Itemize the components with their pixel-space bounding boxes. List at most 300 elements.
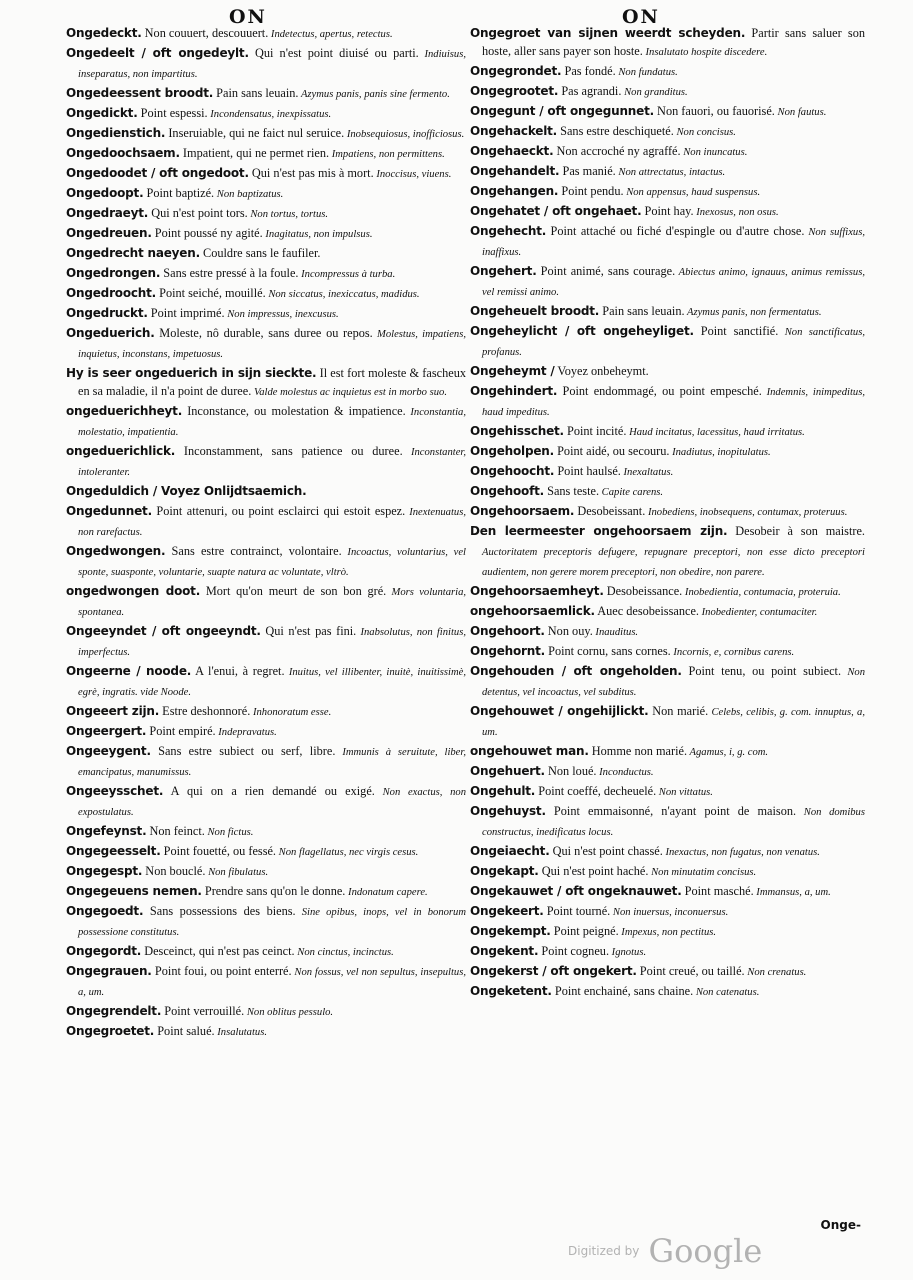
dictionary-entry	[66, 482, 466, 502]
french-definition: Point foui, ou point enterré.	[151, 964, 292, 978]
dictionary-entry	[66, 284, 466, 304]
dictionary-entry	[66, 662, 466, 702]
dictionary-entry	[66, 822, 466, 842]
headword: Ongegrondet.	[470, 64, 562, 78]
french-definition: Non ouy.	[544, 624, 593, 638]
latin-equivalent: Insalutatus.	[214, 1027, 267, 1038]
headword: Ongehatet / oft ongehaet.	[470, 204, 642, 218]
dictionary-entry	[66, 502, 466, 542]
latin-equivalent: Inobsequiosus, inofficiosus.	[344, 129, 465, 140]
headword: Ongedeckt.	[66, 26, 142, 40]
latin-equivalent: Insalutato hospite discedere.	[642, 47, 768, 58]
dictionary-entry	[66, 582, 466, 622]
latin-equivalent: Incornis, e, cornibus carens.	[670, 647, 795, 658]
latin-equivalent: Non inuncatus.	[680, 147, 748, 158]
french-definition: Point peigné.	[550, 924, 619, 938]
french-definition: Couldre sans le faufiler.	[199, 246, 321, 260]
french-definition: Point seiché, mouillé.	[156, 286, 266, 300]
headword: Ongedunnet.	[66, 504, 152, 518]
french-definition: Sans possessions des biens.	[143, 904, 296, 918]
headword: Ongegroet van sijnen weerdt scheyden.	[470, 26, 746, 40]
headword: Ongeketent.	[470, 984, 552, 998]
french-definition: Estre deshonnoré.	[159, 704, 251, 718]
latin-equivalent: Impexus, non pectitus.	[618, 927, 717, 938]
dictionary-entry	[66, 1002, 466, 1022]
dictionary-entry	[470, 162, 865, 182]
headword: Ongedickt.	[66, 106, 138, 120]
running-head-right: ON	[622, 6, 660, 28]
dictionary-entry	[66, 842, 466, 862]
dictionary-entry	[470, 102, 865, 122]
latin-equivalent: Non fictus.	[204, 827, 254, 838]
headword: Ongehoocht.	[470, 464, 555, 478]
headword: ongedwongen doot.	[66, 584, 201, 598]
french-definition: Point empiré.	[146, 724, 216, 738]
french-definition: Point tenu, ou point subiect.	[681, 664, 842, 678]
dictionary-entry	[66, 84, 466, 104]
french-definition: Qui n'est point haché.	[538, 864, 649, 878]
headword: Ongekempt.	[470, 924, 551, 938]
french-definition: Qui n'est pas mis à mort.	[248, 166, 374, 180]
french-definition: Mort qu'on meurt de son bon gré.	[200, 584, 387, 598]
headword: Ongehisschet.	[470, 424, 564, 438]
latin-equivalent: Non vittatus.	[656, 787, 713, 798]
french-definition: Pain sans leuain.	[599, 304, 685, 318]
dictionary-entry	[470, 942, 865, 962]
latin-equivalent: Incondensatus, inexpissatus.	[207, 109, 332, 120]
dictionary-entry	[66, 264, 466, 284]
headword: Ongeheuelt broodt.	[470, 304, 600, 318]
french-definition: Sans estre contrainct, volontaire.	[165, 544, 342, 558]
french-definition: Point creué, ou taillé.	[636, 964, 745, 978]
french-definition: Inseruiable, qui ne faict nul seruice.	[165, 126, 345, 140]
left-column	[66, 24, 466, 1042]
dictionary-entry	[470, 142, 865, 162]
dictionary-entry	[66, 204, 466, 224]
french-definition: Sans estre subiect ou serf, libre.	[150, 744, 336, 758]
dictionary-entry	[66, 902, 466, 942]
headword: Ongeeysschet.	[66, 784, 164, 798]
dictionary-entry	[66, 104, 466, 124]
dictionary-entry	[470, 182, 865, 202]
french-definition: Non bouclé.	[142, 864, 206, 878]
headword: Ongeheymt /	[470, 364, 555, 378]
latin-equivalent: Ignotus.	[609, 947, 647, 958]
dictionary-entry	[470, 82, 865, 102]
dictionary-entry	[66, 942, 466, 962]
latin-equivalent: Non cinctus, incinctus.	[294, 947, 394, 958]
headword: Ongegeesselt.	[66, 844, 161, 858]
french-definition: Point espessi.	[137, 106, 208, 120]
latin-equivalent: Indemnis, inimpeditus, haud impeditus.	[482, 387, 865, 418]
headword: Ongeduldich / Voyez Onlijdtsaemich.	[66, 484, 307, 498]
latin-equivalent: Inagitatus, non impulsus.	[262, 229, 373, 240]
dictionary-entry	[470, 62, 865, 82]
latin-equivalent: Non fautus.	[774, 107, 827, 118]
dictionary-entry	[470, 582, 865, 602]
latin-equivalent: Auctoritatem preceptoris defugere, repugnare preceptori, non esse dicto preceptori audientem, non gerere morem preceptori, non obedire, non parere.	[482, 547, 865, 578]
latin-equivalent: Agamus, i, g. com.	[687, 747, 769, 758]
running-head-left: ON	[229, 6, 267, 28]
latin-equivalent: Molestus, impatiens, inquietus, inconstans, impetuosus.	[78, 329, 466, 360]
french-definition: A qui on a rien demandé ou exigé.	[163, 784, 375, 798]
french-definition: Point endommagé, ou point empesché.	[557, 384, 762, 398]
headword: Ongedoopt.	[66, 186, 144, 200]
headword: ongehoorsaemlick.	[470, 604, 595, 618]
google-logo: Google	[648, 1232, 763, 1270]
dictionary-entry	[470, 362, 865, 382]
french-definition: Point imprimé.	[147, 306, 225, 320]
french-definition: Point enchainé, sans chaine.	[551, 984, 694, 998]
headword: Ongegrauen.	[66, 964, 152, 978]
french-definition: Point attaché ou fiché d'espingle ou d'autre chose.	[546, 224, 805, 238]
headword: Ongehaeckt.	[470, 144, 554, 158]
headword: Ongekauwet / oft ongeknauwet.	[470, 884, 682, 898]
headword: Ongehoorsaem.	[470, 504, 575, 518]
dictionary-entry	[66, 364, 466, 402]
dictionary-entry	[66, 782, 466, 822]
headword: Ongeeygent.	[66, 744, 151, 758]
french-definition: Point fouetté, ou fessé.	[160, 844, 277, 858]
latin-equivalent: Azymus panis, non fermentatus.	[684, 307, 822, 318]
latin-equivalent: Immansus, a, um.	[753, 887, 831, 898]
headword: Ongehult.	[470, 784, 536, 798]
headword: Ongeeert zijn.	[66, 704, 160, 718]
french-definition: Pas fondé.	[561, 64, 616, 78]
dictionary-entry	[66, 962, 466, 1002]
headword: Ongegeuens nemen.	[66, 884, 202, 898]
headword: Ongehangen.	[470, 184, 559, 198]
dictionary-entry	[470, 882, 865, 902]
headword: Ongehoort.	[470, 624, 545, 638]
headword: Ongedreuen.	[66, 226, 152, 240]
headword: Ongegoedt.	[66, 904, 144, 918]
headword: Ongeerne / noode.	[66, 664, 192, 678]
french-definition: Non feinct.	[146, 824, 205, 838]
latin-equivalent: Incoactus, voluntarius, vel sponte, suasponte, voluntarie, suapte natura ac voluntate, vltrò.	[78, 547, 466, 578]
french-definition: Point masché.	[681, 884, 754, 898]
dictionary-entry	[66, 702, 466, 722]
dictionary-entry	[66, 324, 466, 364]
french-definition: Inconstamment, sans patience ou duree.	[175, 444, 403, 458]
french-definition: Qui n'est point tors.	[148, 206, 248, 220]
headword: Ongedeessent broodt.	[66, 86, 214, 100]
french-definition: Point aidé, ou secouru.	[554, 444, 670, 458]
headword: Ongehecht.	[470, 224, 547, 238]
french-definition: Point attenuri, ou point esclairci qui estoit espez.	[151, 504, 406, 518]
latin-equivalent: Inconstantia, molestatio, impatientia.	[78, 407, 466, 438]
french-definition: Point haulsé.	[554, 464, 621, 478]
latin-equivalent: Non sanctificatus, profanus.	[482, 327, 865, 358]
headword: Ongehuyst.	[470, 804, 546, 818]
french-definition: Sans estre pressé à la foule.	[160, 266, 299, 280]
dictionary-entry	[66, 244, 466, 264]
latin-equivalent: Non suffixus, inaffixus.	[482, 227, 865, 258]
latin-equivalent: Inobedientia, contumacia, proteruia.	[682, 587, 841, 598]
latin-equivalent: Inexosus, non osus.	[693, 207, 779, 218]
dictionary-entry	[470, 802, 865, 842]
latin-equivalent: Indetectus, apertus, retectus.	[268, 29, 393, 40]
headword: Ongedeelt / oft ongedeylt.	[66, 46, 249, 60]
headword: Ongeheylicht / oft ongeheyliget.	[470, 324, 694, 338]
french-definition: Il est fort moleste & fascheux en sa maladie, il n'a point de duree.	[78, 366, 466, 398]
latin-equivalent: Indonatum capere.	[345, 887, 428, 898]
headword: Ongekent.	[470, 944, 539, 958]
headword: Ongehandelt.	[470, 164, 560, 178]
dictionary-entry	[66, 184, 466, 204]
headword: Ongegordt.	[66, 944, 142, 958]
headword: Ongehindert.	[470, 384, 558, 398]
french-definition: Point verrouillé.	[161, 1004, 245, 1018]
dictionary-entry	[470, 902, 865, 922]
dictionary-entry	[66, 304, 466, 324]
headword: Ongedroocht.	[66, 286, 157, 300]
french-definition: Point emmaisonné, n'ayant point de maison.	[545, 804, 797, 818]
latin-equivalent: Non tortus, tortus.	[247, 209, 329, 220]
french-definition: Sans teste.	[544, 484, 600, 498]
latin-equivalent: Non minutatim concisus.	[648, 867, 757, 878]
dictionary-entry	[470, 302, 865, 322]
french-definition: Non accroché ny agraffé.	[553, 144, 681, 158]
dictionary-entry	[66, 1022, 466, 1042]
headword: Ongehoorsaemheyt.	[470, 584, 604, 598]
dictionary-entry	[470, 922, 865, 942]
dictionary-entry	[470, 602, 865, 622]
dictionary-entry	[66, 862, 466, 882]
dictionary-entry	[66, 24, 466, 44]
headword: Den leermeester ongehoorsaem zijn.	[470, 524, 728, 538]
headword: Ongedienstich.	[66, 126, 166, 140]
latin-equivalent: Non detentus, vel incoactus, vel subditus.	[482, 667, 865, 698]
french-definition: Pas agrandi.	[558, 84, 622, 98]
latin-equivalent: Sine opibus, inops, vel in bonorum possessione constitutus.	[78, 907, 466, 938]
french-definition: Point hay.	[641, 204, 694, 218]
dictionary-entry	[470, 782, 865, 802]
headword: Hy is seer ongeduerich in sijn sieckte.	[66, 366, 317, 380]
dictionary-entry	[470, 382, 865, 422]
latin-equivalent: Non oblitus pessulo.	[244, 1007, 334, 1018]
latin-equivalent: Inabsolutus, non finitus, imperfectus.	[78, 627, 466, 658]
latin-equivalent: Non fundatus.	[615, 67, 678, 78]
headword: Ongehouden / oft ongeholden.	[470, 664, 682, 678]
headword: Ongeeyndet / oft ongeeyndt.	[66, 624, 261, 638]
latin-equivalent: Valde molestus ac inquietus est in morbo suo.	[251, 387, 447, 398]
dictionary-entry	[470, 502, 865, 522]
dictionary-entry	[470, 262, 865, 302]
dictionary-entry	[470, 762, 865, 782]
french-definition: Qui n'est pas fini.	[260, 624, 357, 638]
french-definition: Homme non marié.	[588, 744, 688, 758]
latin-equivalent: Non flagellatus, nec virgis cesus.	[276, 847, 419, 858]
french-definition: Desobeir à son maistre.	[727, 524, 866, 538]
dictionary-entry	[470, 522, 865, 582]
headword: Ongegespt.	[66, 864, 143, 878]
latin-equivalent: Indepravatus.	[215, 727, 277, 738]
latin-equivalent: Incompressus à turba.	[298, 269, 396, 280]
latin-equivalent: Capite carens.	[599, 487, 664, 498]
latin-equivalent: Inauditus.	[592, 627, 639, 638]
latin-equivalent: Inexactus, non fugatus, non venatus.	[662, 847, 820, 858]
dictionary-entry	[66, 164, 466, 184]
latin-equivalent: Inconstanter, intoleranter.	[78, 447, 467, 478]
dictionary-entry	[66, 224, 466, 244]
latin-equivalent: Indiuisus, inseparatus, non impartitus.	[78, 49, 466, 80]
latin-equivalent: Azymus panis, panis sine fermento.	[298, 89, 450, 100]
french-definition: Non marié.	[648, 704, 709, 718]
headword: Ongegrendelt.	[66, 1004, 162, 1018]
french-definition: Voyez onbeheymt.	[554, 364, 649, 378]
latin-equivalent: Inuitus, vel illibenter, inuitè, inuitissimè, egrè, ingratis. vide Noode.	[78, 667, 466, 698]
dictionary-entry	[470, 202, 865, 222]
french-definition: Point baptizé.	[143, 186, 215, 200]
headword: Ongehert.	[470, 264, 537, 278]
dictionary-entry	[470, 742, 865, 762]
french-definition: Non fauori, ou fauorisé.	[653, 104, 775, 118]
dictionary-entry	[470, 642, 865, 662]
headword: Ongegroetet.	[66, 1024, 155, 1038]
latin-equivalent: Impatiens, non permittens.	[329, 149, 445, 160]
french-definition: Partir sans saluer son hoste, aller sans payer son hoste.	[482, 26, 865, 58]
french-definition: Desobeissance.	[603, 584, 683, 598]
latin-equivalent: Haud incitatus, lacessitus, haud irritatus.	[626, 427, 805, 438]
latin-equivalent: Non catenatus.	[693, 987, 760, 998]
dictionary-entry	[66, 44, 466, 84]
headword: Ongedrecht naeyen.	[66, 246, 200, 260]
dictionary-entry	[470, 702, 865, 742]
latin-equivalent: Non appensus, haud suspensus.	[623, 187, 761, 198]
french-definition: Point tourné.	[543, 904, 611, 918]
french-definition: Point cornu, sans cornes.	[545, 644, 671, 658]
french-definition: Inconstance, ou molestation & impatience.	[182, 404, 406, 418]
latin-equivalent: Inoccisus, viuens.	[373, 169, 452, 180]
dictionary-entry	[470, 422, 865, 442]
french-definition: Point sanctifié.	[693, 324, 779, 338]
dictionary-entry	[66, 442, 466, 482]
headword: Ongedruckt.	[66, 306, 148, 320]
latin-equivalent: Immunis à seruitute, liber, emancipatus, manumissus.	[78, 747, 466, 778]
dictionary-entry	[470, 24, 865, 62]
headword: Ongekeert.	[470, 904, 544, 918]
french-definition: Point incité.	[563, 424, 627, 438]
dictionary-entry	[470, 462, 865, 482]
french-definition: Point pendu.	[558, 184, 624, 198]
latin-equivalent: Abiectus animo, ignauus, animus remissus, vel remissi animo.	[482, 267, 865, 298]
dictionary-entry	[470, 622, 865, 642]
french-definition: Impatient, qui ne permet rien.	[179, 146, 330, 160]
headword: Ongeiaecht.	[470, 844, 550, 858]
dictionary-entry	[470, 482, 865, 502]
headword: ongeduerichlick.	[66, 444, 176, 458]
latin-equivalent: Non impressus, inexcusus.	[224, 309, 339, 320]
latin-equivalent: Non inuersus, inconuersus.	[610, 907, 729, 918]
dictionary-entry	[66, 542, 466, 582]
french-definition: Point coeffé, decheuelé.	[535, 784, 657, 798]
latin-equivalent: Inconductus.	[596, 767, 654, 778]
dictionary-entry	[66, 622, 466, 662]
watermark-prefix: Digitized by	[568, 1244, 640, 1258]
french-definition: Desobeissant.	[574, 504, 646, 518]
dictionary-entry	[470, 982, 865, 1002]
french-definition: Point poussé ny agité.	[151, 226, 263, 240]
headword: Ongehackelt.	[470, 124, 558, 138]
dictionary-entry	[470, 842, 865, 862]
headword: Ongekerst / oft ongekert.	[470, 964, 637, 978]
latin-equivalent: Inhonoratum esse.	[250, 707, 332, 718]
latin-equivalent: Non fibulatus.	[205, 867, 269, 878]
latin-equivalent: Non exactus, non expostulatus.	[78, 787, 466, 818]
dictionary-entry	[470, 862, 865, 882]
dictionary-entry	[470, 662, 865, 702]
dictionary-entry	[66, 144, 466, 164]
french-definition: Pas manié.	[559, 164, 616, 178]
french-definition: Prendre sans qu'on le donne.	[201, 884, 346, 898]
dictionary-entry	[470, 222, 865, 262]
headword: Ongefeynst.	[66, 824, 147, 838]
headword: Ongehouwet / ongehijlickt.	[470, 704, 649, 718]
latin-equivalent: Inobedienter, contumaciter.	[698, 607, 818, 618]
dictionary-entry	[66, 722, 466, 742]
french-definition: Non loué.	[544, 764, 597, 778]
headword: Ongegrootet.	[470, 84, 559, 98]
dictionary-entry	[66, 742, 466, 782]
headword: Ongeduerich.	[66, 326, 155, 340]
digitized-by-google-watermark	[568, 1232, 762, 1270]
headword: Ongehornt.	[470, 644, 546, 658]
french-definition: Qui n'est point diuisé ou parti.	[248, 46, 419, 60]
headword: Ongedraeyt.	[66, 206, 149, 220]
french-definition: Point cogneu.	[538, 944, 610, 958]
french-definition: Auec desobeissance.	[594, 604, 699, 618]
catchword: Onge-	[820, 1218, 861, 1232]
latin-equivalent: Inobediens, inobsequens, contumax, proteruus.	[645, 507, 848, 518]
headword: Ongeergert.	[66, 724, 147, 738]
headword: Ongedrongen.	[66, 266, 161, 280]
dictionary-entry	[66, 124, 466, 144]
headword: ongehouwet man.	[470, 744, 589, 758]
headword: ongeduerichheyt.	[66, 404, 183, 418]
french-definition: Qui n'est point chassé.	[549, 844, 663, 858]
french-definition: Desceinct, qui n'est pas ceinct.	[141, 944, 295, 958]
headword: Ongehooft.	[470, 484, 545, 498]
latin-equivalent: Non domibus constructus, inedificatus locus.	[482, 807, 865, 838]
headword: Ongekapt.	[470, 864, 539, 878]
dictionary-entry	[470, 122, 865, 142]
french-definition: Point animé, sans courage.	[536, 264, 676, 278]
latin-equivalent: Non fossus, vel non sepultus, insepultus, a, um.	[78, 967, 466, 998]
latin-equivalent: Non baptizatus.	[214, 189, 284, 200]
dictionary-entry	[470, 442, 865, 462]
latin-equivalent: Non crenatus.	[744, 967, 807, 978]
headword: Ongegunt / oft ongegunnet.	[470, 104, 654, 118]
french-definition: A l'enui, à regret.	[191, 664, 285, 678]
dictionary-entry	[66, 402, 466, 442]
latin-equivalent: Inextenuatus, non rarefactus.	[78, 507, 466, 538]
latin-equivalent: Celebs, celibis, g. com. innuptus, a, um.	[482, 707, 865, 738]
french-definition: Non couuert, descouuert.	[141, 26, 269, 40]
latin-equivalent: Non attrectatus, intactus.	[615, 167, 726, 178]
french-definition: Pain sans leuain.	[213, 86, 299, 100]
latin-equivalent: Mors voluntaria, spontanea.	[78, 587, 467, 618]
headword: Ongehuert.	[470, 764, 545, 778]
headword: Ongedoochsaem.	[66, 146, 180, 160]
latin-equivalent: Inexaltatus.	[620, 467, 674, 478]
right-column	[470, 24, 865, 1002]
headword: Ongeholpen.	[470, 444, 555, 458]
dictionary-entry	[470, 322, 865, 362]
headword: Ongedoodet / oft ongedoot.	[66, 166, 249, 180]
french-definition: Moleste, nô durable, sans duree ou repos.	[154, 326, 373, 340]
dictionary-entry	[66, 882, 466, 902]
